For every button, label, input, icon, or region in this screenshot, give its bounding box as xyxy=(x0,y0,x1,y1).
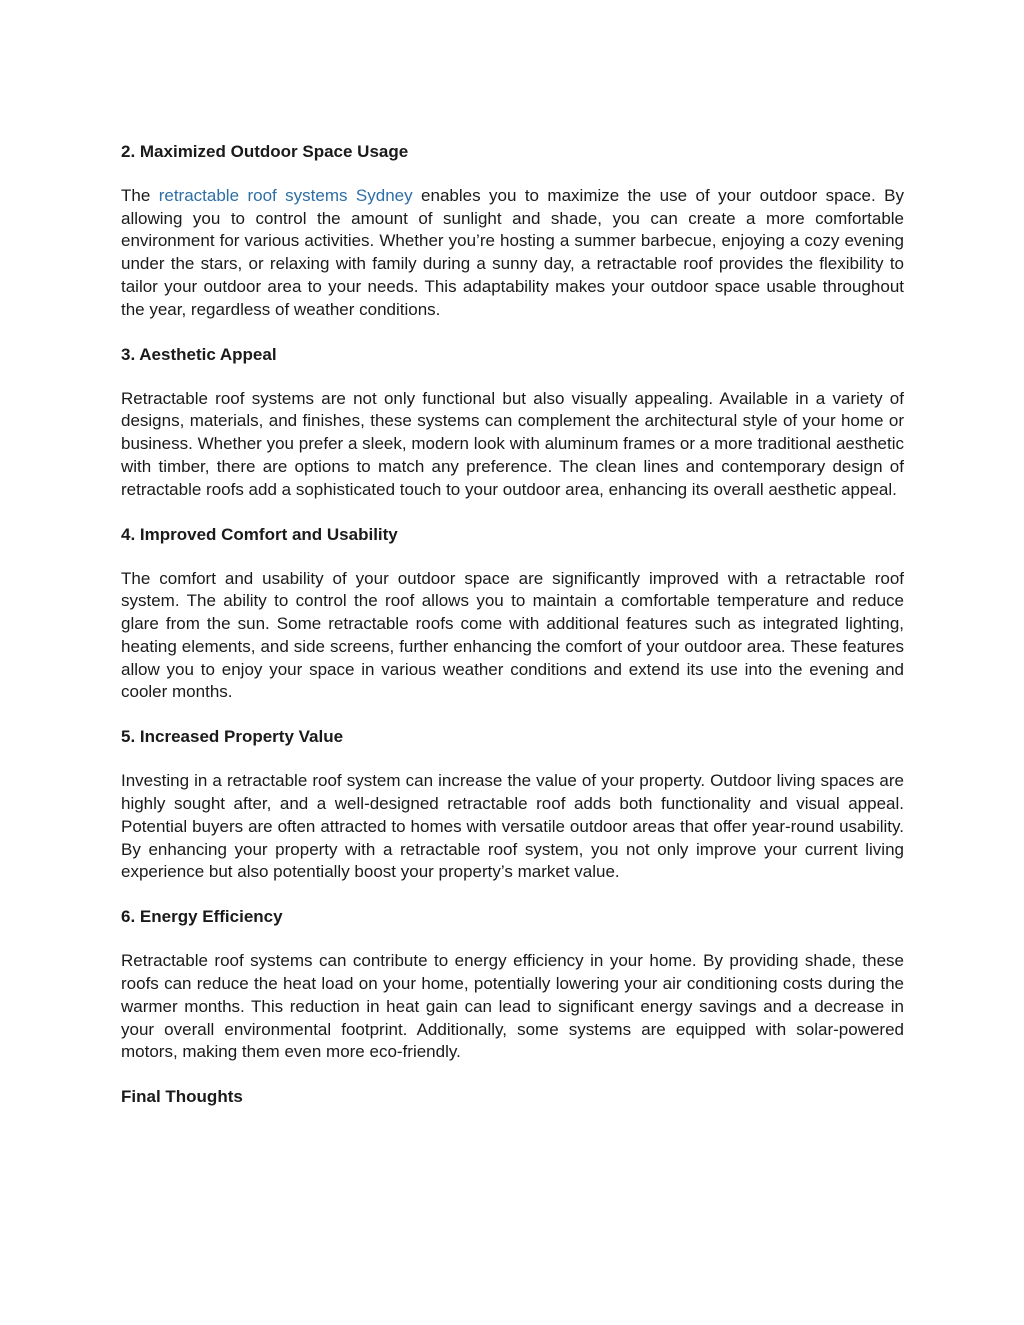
section-heading-property-value: 5. Increased Property Value xyxy=(121,727,344,747)
section-body-property-value: Investing in a retractable roof system can increase the value of your property. Outdoor living spaces are highly sought after, and a well-designed retractable roof adds both functionality and visual appeal. Potential buyers are often attracted to homes with versatile outdoor areas that offer year-round usability. By enhancing your property with a retractable roof system, you not only improve your current living experience but also potentially boost your property’s market value. xyxy=(121,771,904,882)
section-heading-aesthetic-appeal: 3. Aesthetic Appeal xyxy=(121,344,277,364)
section-body-space-usage xyxy=(121,185,904,321)
section-body-energy-efficiency: Retractable roof systems can contribute to energy efficiency in your home. By providing shade, these roofs can reduce the heat load on your home, potentially lowering your air conditioning costs during the warmer months. This reduction in heat gain can lead to significant energy savings and a decrease in your overall environmental footprint. Additionally, some systems are equipped with solar-powered motors, making them even more eco-friendly. xyxy=(121,951,904,1062)
section-heading-energy-efficiency: 6. Energy Efficiency xyxy=(121,907,283,927)
document-page xyxy=(121,141,904,1108)
intro-text: The xyxy=(121,186,159,205)
section-body-comfort-usability: The comfort and usability of your outdoor space are significantly improved with a retractable roof system. The ability to control the roof allows you to maintain a comfortable temperature and reduce glare from the sun. Some retractable roofs come with additional features such as integrated lighting, heating elements, and side screens, further enhancing the comfort of your outdoor area. These features allow you to enjoy your space in various weather conditions and extend its use into the evening and cooler months. xyxy=(121,568,904,702)
section-heading-final-thoughts: Final Thoughts xyxy=(121,1087,243,1107)
body-text: enables you to maximize the use of your outdoor space. By allowing you to control the amount of sunlight and shade, you can create a more comfortable environment for various activities. Whether you’re hosting a summer barbecue, enjoying a cozy evening under the stars, or relaxing with family during a sunny day, a retractable roof provides the flexibility to tailor your outdoor area to your needs. This adaptability makes your outdoor space usable throughout the year, regardless of weather conditions. xyxy=(121,186,904,319)
retractable-roof-link[interactable]: retractable roof systems Sydney xyxy=(158,186,413,205)
section-heading-comfort-usability: 4. Improved Comfort and Usability xyxy=(121,524,398,544)
section-heading-space-usage: 2. Maximized Outdoor Space Usage xyxy=(121,142,409,161)
section-body-aesthetic-appeal: Retractable roof systems are not only functional but also visually appealing. Available in a variety of designs, materials, and finishes, these systems can complement the architectural style of your home or business. Whether you prefer a sleek, modern look with aluminum frames or a more traditional aesthetic with timber, there are options to match any preference. The clean lines and contemporary design of retractable roofs add a sophisticated touch to your outdoor area, enhancing its overall aesthetic appeal. xyxy=(121,388,904,499)
